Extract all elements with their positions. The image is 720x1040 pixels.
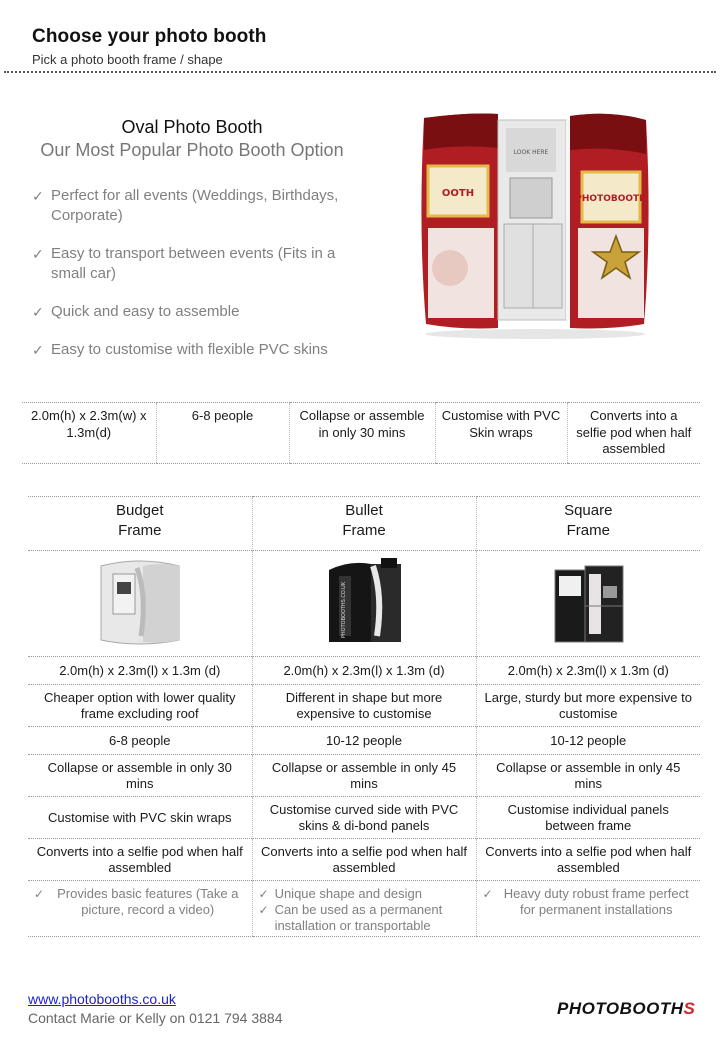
frame-name-square: Square Frame bbox=[476, 497, 700, 551]
feature-item: ✓ Perfect for all events (Weddings, Birthdays, Corporate) bbox=[32, 187, 339, 224]
page-subtitle: Pick a photo booth frame / shape bbox=[32, 52, 223, 67]
oval-feature-list bbox=[32, 186, 352, 360]
bullet-assembly: Collapse or assemble in only 45 mins bbox=[252, 755, 476, 797]
bullet-selfie: Converts into a selfie pod when half assembled bbox=[252, 839, 476, 881]
bullet-booth-picture bbox=[319, 556, 409, 648]
budget-customise: Customise with PVC skin wraps bbox=[28, 797, 252, 839]
oval-booth-subtitle: Our Most Popular Photo Booth Option bbox=[40, 140, 344, 160]
check-icon: ✓ bbox=[32, 342, 44, 358]
bullet-frame-image bbox=[252, 551, 476, 657]
pro-item: ✓ Unique shape and design bbox=[258, 886, 423, 901]
photobooths-logo: PHOTOBOOTHS bbox=[557, 999, 696, 1018]
square-dimensions: 2.0m(h) x 2.3m(l) x 1.3m (d) bbox=[476, 657, 700, 685]
pro-item: ✓ Provides basic features (Take a picture, record a video) bbox=[34, 886, 239, 917]
page-header bbox=[32, 26, 266, 67]
spec-assembly: Collapse or assemble in only 30 mins bbox=[289, 403, 435, 464]
check-icon: ✓ bbox=[32, 246, 44, 262]
bullet-customise: Customise curved side with PVC skins & di-bond panels bbox=[252, 797, 476, 839]
square-people: 10-12 people bbox=[476, 727, 700, 755]
pro-item: ✓ Can be used as a permanent installation or transportable bbox=[258, 902, 443, 933]
check-icon: ✓ bbox=[32, 188, 44, 204]
budget-pros bbox=[28, 881, 252, 937]
page-footer bbox=[28, 991, 283, 1026]
oval-booth-section bbox=[32, 117, 352, 378]
pro-item: ✓ Heavy duty robust frame perfect for permanent installations bbox=[482, 886, 689, 917]
check-icon: ✓ bbox=[482, 887, 493, 901]
feature-item: ✓ Quick and easy to assemble bbox=[32, 303, 240, 320]
oval-spec-table bbox=[22, 402, 700, 464]
svg-text:PHOTOBOOTHS.CO.UK: PHOTOBOOTHS.CO.UK bbox=[341, 581, 347, 638]
budget-description: Cheaper option with lower quality frame excluding roof bbox=[28, 685, 252, 727]
square-description: Large, sturdy but more expensive to customise bbox=[476, 685, 700, 727]
budget-frame-image bbox=[28, 551, 252, 657]
check-icon: ✓ bbox=[32, 304, 44, 320]
spec-customise: Customise with PVC Skin wraps bbox=[435, 403, 567, 464]
budget-booth-picture bbox=[95, 556, 185, 648]
budget-assembly: Collapse or assemble in only 30 mins bbox=[28, 755, 252, 797]
bullet-description: Different in shape but more expensive to customise bbox=[252, 685, 476, 727]
square-assembly: Collapse or assemble in only 45 mins bbox=[476, 755, 700, 797]
spec-dimensions: 2.0m(h) x 2.3m(w) x 1.3m(d) bbox=[22, 403, 156, 464]
square-frame-image bbox=[476, 551, 700, 657]
bullet-dimensions: 2.0m(h) x 2.3m(l) x 1.3m (d) bbox=[252, 657, 476, 685]
booth-sign-text: PHOTOBOOTH bbox=[575, 194, 647, 204]
oval-booth-image bbox=[420, 108, 650, 340]
header-divider bbox=[4, 71, 716, 73]
square-customise: Customise individual panels between frame bbox=[476, 797, 700, 839]
svg-text:LOOK HERE: LOOK HERE bbox=[513, 149, 549, 156]
spec-people: 6-8 people bbox=[156, 403, 289, 464]
oval-booth-title: Oval Photo Booth bbox=[121, 117, 263, 137]
frame-name-bullet: Bullet Frame bbox=[252, 497, 476, 551]
check-icon: ✓ bbox=[258, 887, 269, 901]
square-selfie: Converts into a selfie pod when half assembled bbox=[476, 839, 700, 881]
bullet-pros bbox=[252, 881, 476, 937]
bullet-people: 10-12 people bbox=[252, 727, 476, 755]
spec-selfie: Converts into a selfie pod when half assembled bbox=[567, 403, 700, 464]
frame-name-budget: Budget Frame bbox=[28, 497, 252, 551]
contact-text: Contact Marie or Kelly on 0121 794 3884 bbox=[28, 1010, 283, 1026]
budget-dimensions: 2.0m(h) x 2.3m(l) x 1.3m (d) bbox=[28, 657, 252, 685]
budget-selfie: Converts into a selfie pod when half assembled bbox=[28, 839, 252, 881]
budget-people: 6-8 people bbox=[28, 727, 252, 755]
page-title: Choose your photo booth bbox=[32, 26, 267, 47]
website-link[interactable]: www.photobooths.co.uk bbox=[28, 991, 176, 1007]
feature-item: ✓ Easy to customise with flexible PVC skins bbox=[32, 341, 328, 358]
frame-comparison-table bbox=[28, 496, 700, 937]
check-icon: ✓ bbox=[34, 887, 45, 901]
feature-item: ✓ Easy to transport between events (Fits in a small car) bbox=[32, 245, 336, 282]
booth-sign-text: OOTH bbox=[441, 188, 475, 199]
square-booth-picture bbox=[543, 556, 633, 648]
check-icon: ✓ bbox=[258, 903, 269, 917]
square-pros bbox=[476, 881, 700, 937]
